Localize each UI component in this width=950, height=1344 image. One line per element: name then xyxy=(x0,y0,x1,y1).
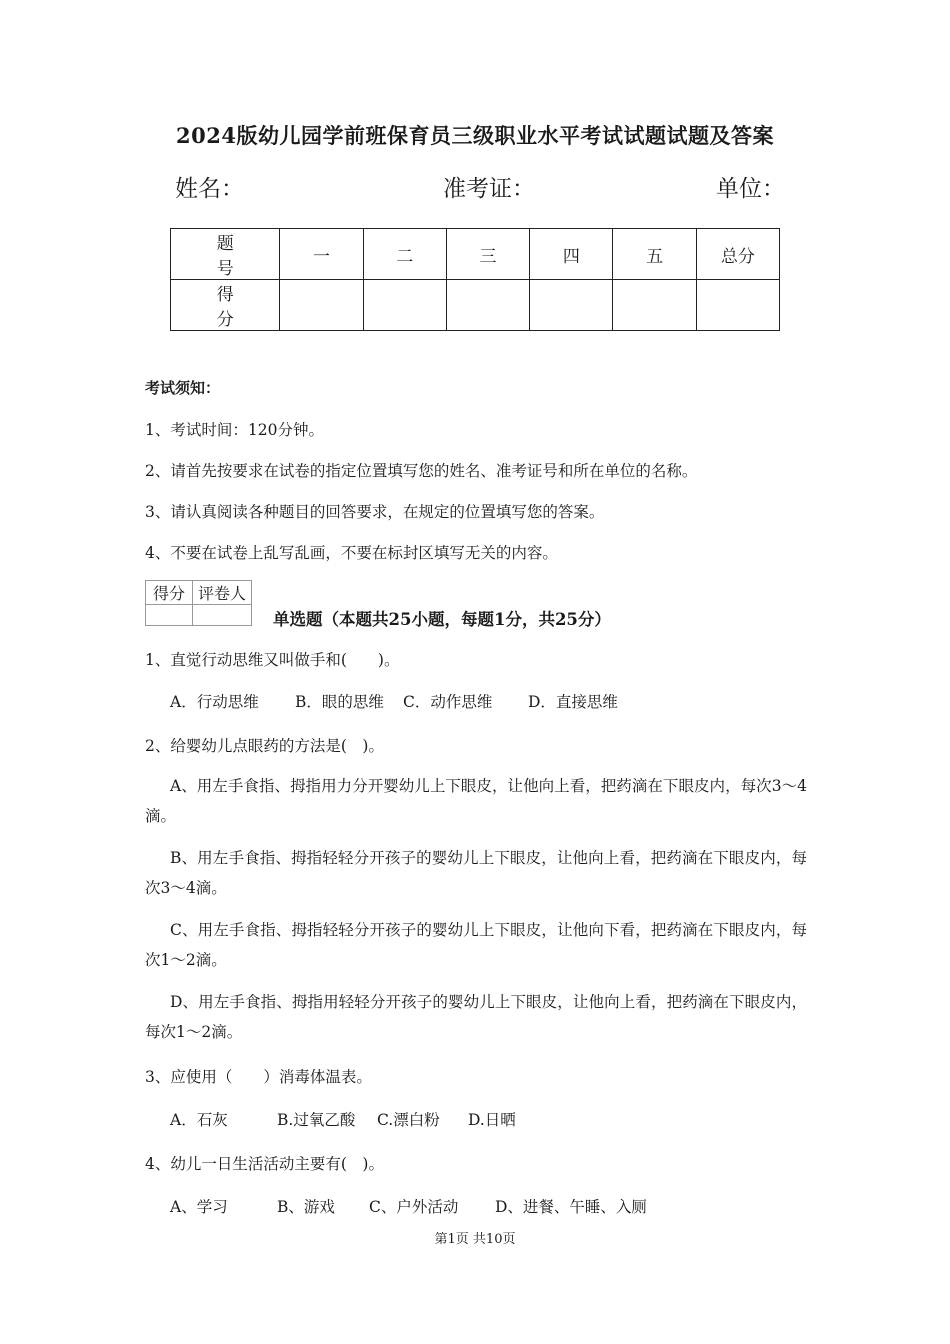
section-title: 单选题（本题共25小题，每题1分，共25分） xyxy=(273,610,611,629)
question-option-long: D、用左手食指、拇指用轻轻分开孩子的婴幼儿上下眼皮，让他向上看，把药滴在下眼皮内，每次1～2滴。 xyxy=(145,993,807,1041)
score-table-row-label: 得 分 xyxy=(171,280,280,331)
option-b: B．眼的思维 xyxy=(295,693,384,711)
score-cell xyxy=(446,280,529,331)
score-table-score-row xyxy=(171,280,780,331)
option-c: C.漂白粉 xyxy=(377,1111,440,1129)
option-c: C．动作思维 xyxy=(403,693,493,711)
option-b: B.过氧乙酸 xyxy=(277,1111,356,1129)
notice-item: 4、不要在试卷上乱写乱画，不要在标封区填写无关的内容。 xyxy=(145,544,558,562)
score-table-header-cell: 三 xyxy=(446,229,529,280)
score-cell xyxy=(696,280,779,331)
ticket-field-label: 准考证： xyxy=(443,176,535,202)
candidate-info-row xyxy=(175,170,785,204)
notice-item: 2、请首先按要求在试卷的指定位置填写您的姓名、准考证号和所在单位的名称。 xyxy=(145,462,698,480)
score-table xyxy=(170,228,780,331)
option-d: D、进餐、午睡、入厕 xyxy=(495,1198,647,1216)
option-a: A．行动思维 xyxy=(170,693,259,711)
score-cell xyxy=(530,280,613,331)
option-d: D.日晒 xyxy=(468,1111,516,1129)
score-table-header-label: 题 号 xyxy=(171,229,280,280)
option-a: A．石灰 xyxy=(170,1111,228,1129)
score-table-header-cell: 二 xyxy=(363,229,446,280)
score-table-header-cell: 总分 xyxy=(696,229,779,280)
name-field-label: 姓名： xyxy=(175,176,244,202)
question-stem: 3、应使用（ ）消毒体温表。 xyxy=(145,1068,372,1086)
notice-item: 1、考试时间：120分钟。 xyxy=(145,421,324,439)
grader-score-cell xyxy=(146,605,193,626)
unit-field-label: 单位： xyxy=(716,176,785,202)
question-option-long: C、用左手食指、拇指轻轻分开孩子的婴幼儿上下眼皮，让他向下看，把药滴在下眼皮内，每次1～2滴。 xyxy=(145,921,807,969)
option-a: A、学习 xyxy=(170,1198,228,1216)
score-table-header-cell: 一 xyxy=(280,229,363,280)
score-cell xyxy=(613,280,696,331)
score-table-header-cell: 四 xyxy=(530,229,613,280)
question-option-long: A、用左手食指、拇指用力分开婴幼儿上下眼皮，让他向上看，把药滴在下眼皮内，每次3～4滴。 xyxy=(145,777,807,825)
grader-reviewer-label: 评卷人 xyxy=(193,581,252,605)
option-c: C、户外活动 xyxy=(369,1198,459,1216)
notice-item: 3、请认真阅读各种题目的回答要求，在规定的位置填写您的答案。 xyxy=(145,503,605,521)
question-options xyxy=(170,690,790,712)
grader-reviewer-cell xyxy=(193,605,252,626)
question-option-long: B、用左手食指、拇指轻轻分开孩子的婴幼儿上下眼皮，让他向上看，把药滴在下眼皮内，每次3～4滴。 xyxy=(145,849,807,897)
question-options xyxy=(170,1108,790,1130)
question-stem: 4、幼儿一日生活活动主要有( )。 xyxy=(145,1155,384,1173)
score-table-header-row xyxy=(171,229,780,280)
notice-heading: 考试须知： xyxy=(145,379,221,397)
page-footer: 第1页 共10页 xyxy=(434,1232,516,1247)
grader-score-label: 得分 xyxy=(146,581,193,605)
score-cell xyxy=(363,280,446,331)
question-stem: 1、直觉行动思维又叫做手和( )。 xyxy=(145,651,400,669)
document-title: 2024版幼儿园学前班保育员三级职业水平考试试题试题及答案 xyxy=(176,123,774,148)
question-stem: 2、给婴幼儿点眼药的方法是( )。 xyxy=(145,737,384,755)
option-d: D．直接思维 xyxy=(528,693,618,711)
grader-box xyxy=(145,580,252,626)
option-b: B、游戏 xyxy=(277,1198,335,1216)
question-options xyxy=(170,1195,790,1217)
score-table-header-cell: 五 xyxy=(613,229,696,280)
